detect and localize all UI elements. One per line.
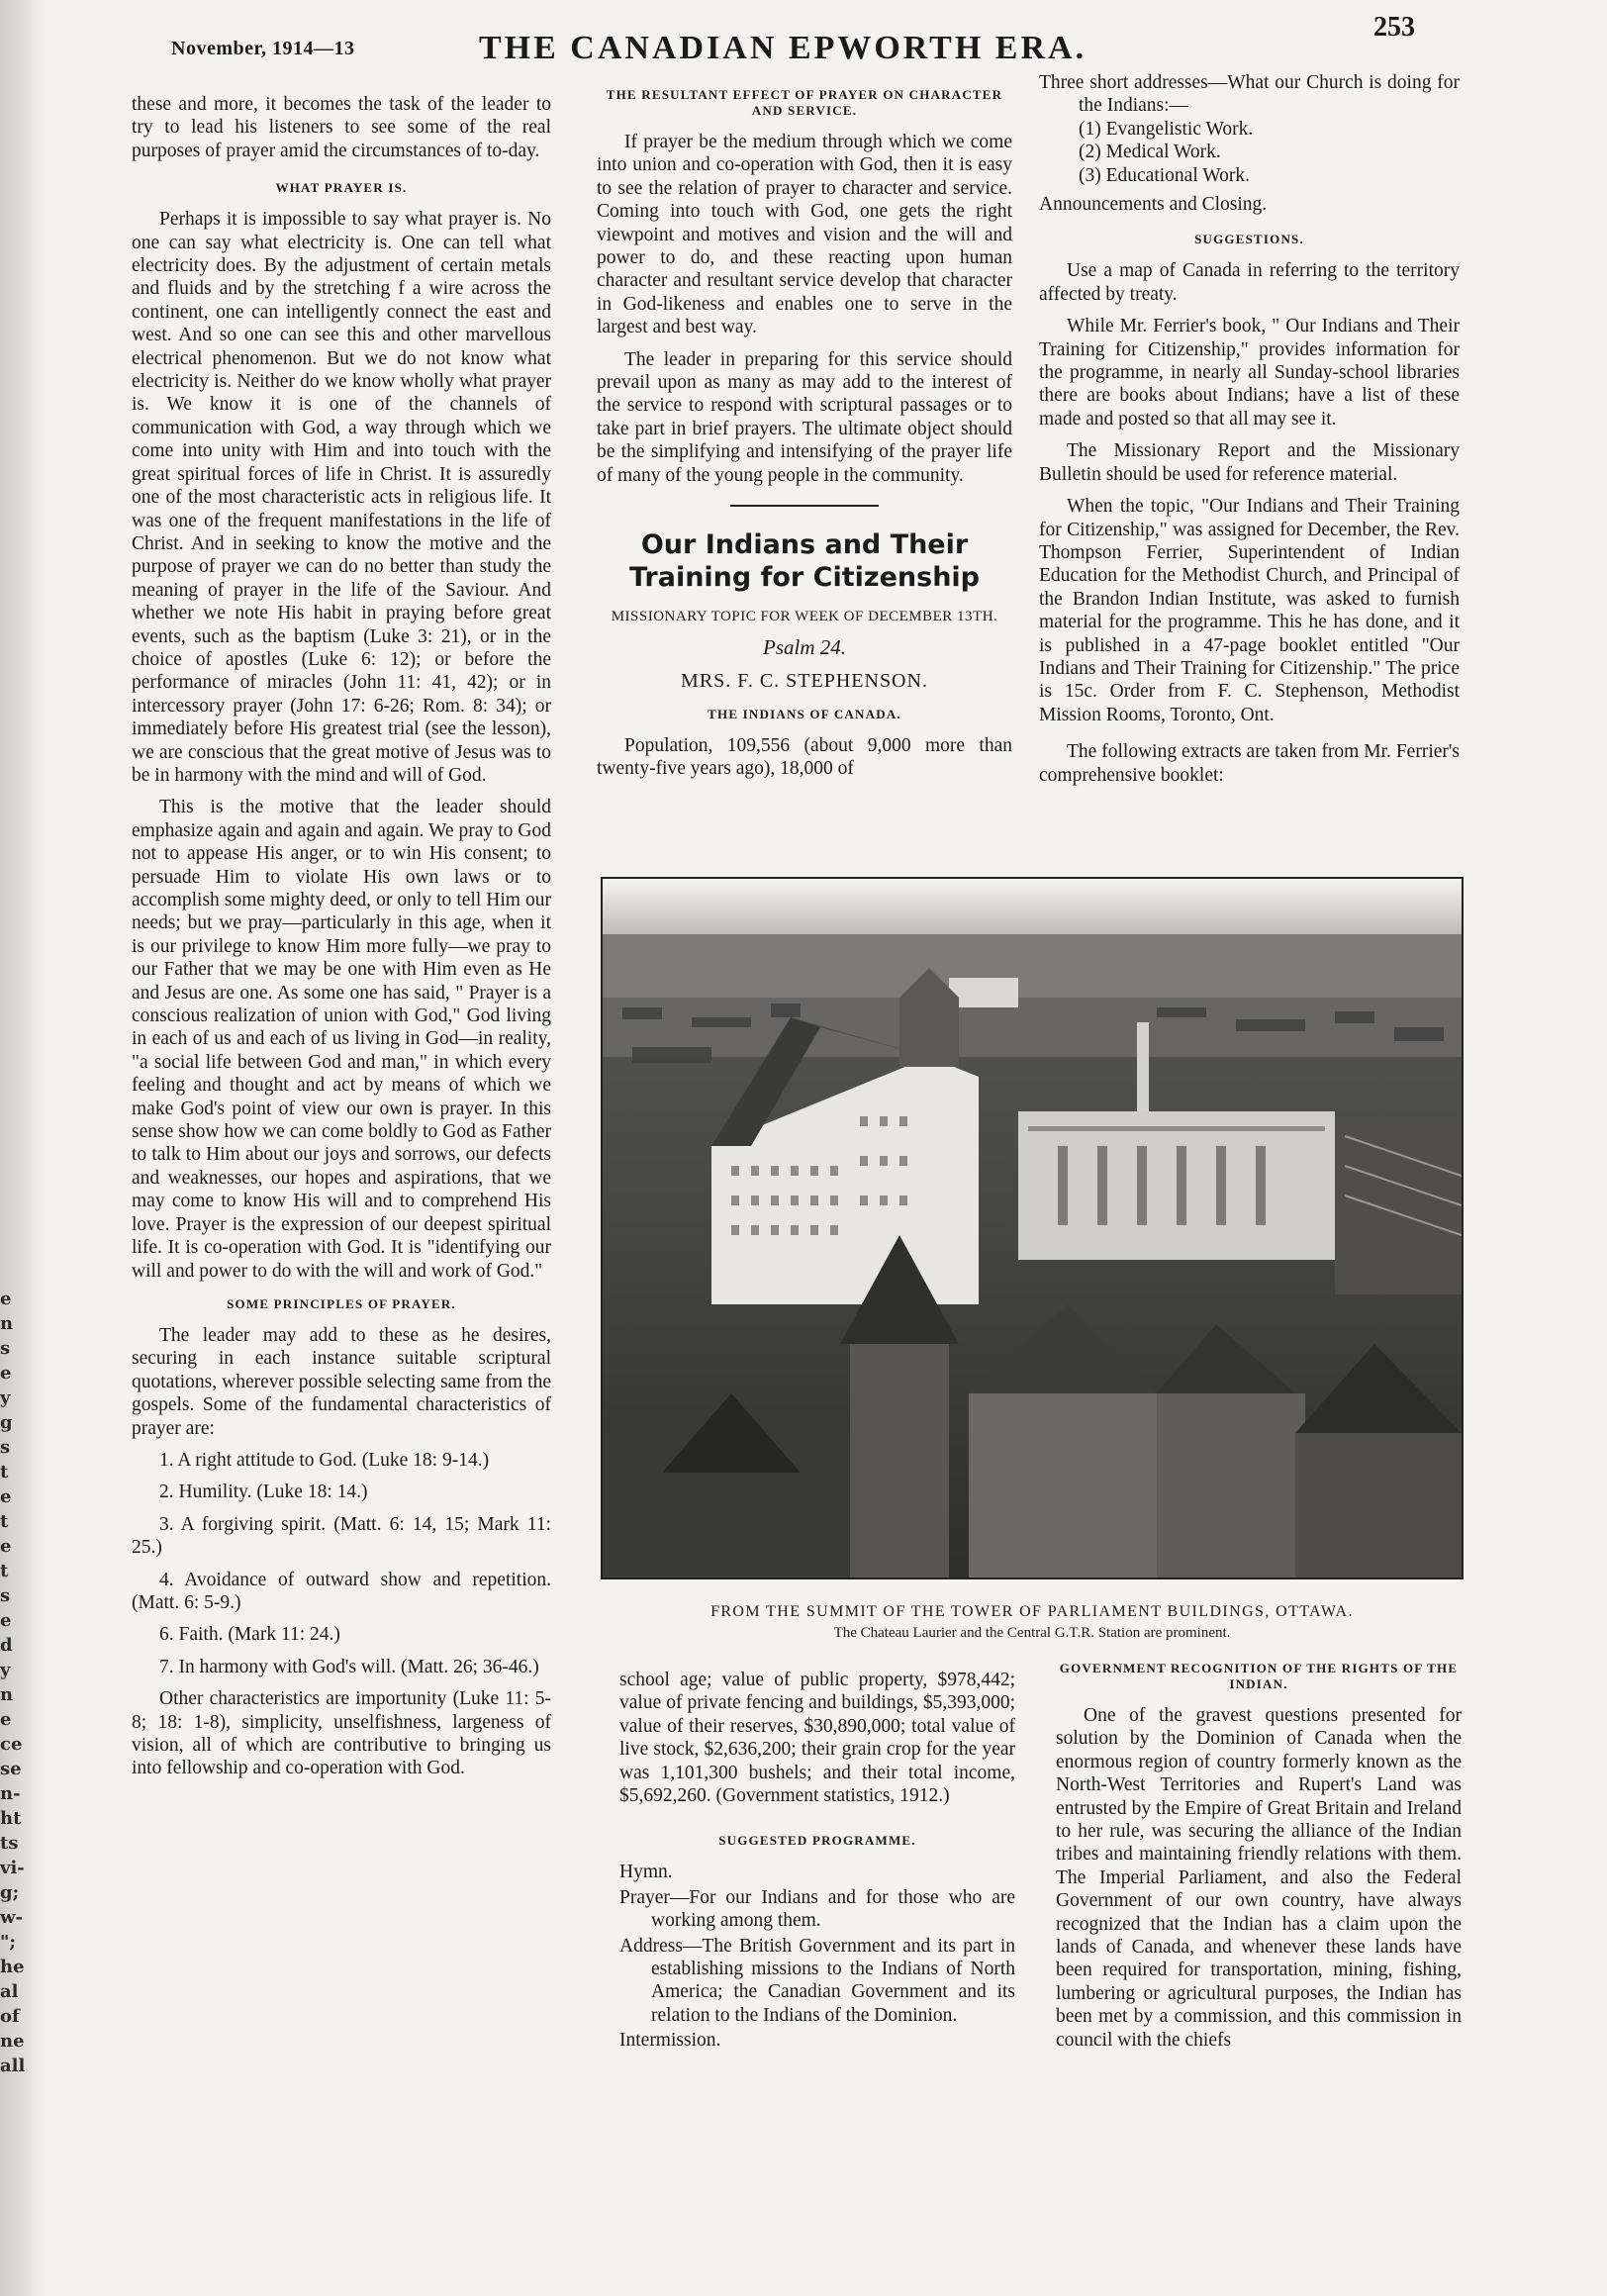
photograph-ottawa xyxy=(601,877,1464,1579)
principle-item: 2. Humility. (Luke 18: 14.) xyxy=(159,1482,368,1503)
article-psalm: Psalm 24. xyxy=(763,635,846,660)
article-title: Our Indians and Their Training for Citizenship xyxy=(628,529,981,594)
gutter-fragment: of xyxy=(0,2006,20,2027)
gutter-fragment: n xyxy=(0,1684,14,1705)
paragraph: Announcements and Closing. xyxy=(1039,194,1268,216)
gutter-fragment: ts xyxy=(0,1833,19,1854)
programme-item: Intermission. xyxy=(619,2030,721,2052)
adjacent-page-fragments xyxy=(0,1287,26,2078)
address-item: (3) Educational Work. xyxy=(1079,164,1250,186)
gutter-fragment: g xyxy=(0,1412,13,1433)
paragraph: One of the gravest questions presented for solution by the Dominion of Canada when the enormous region of country formerly known as the North-West Territories and Rupert's Land was entrusted by the Empire of Great Britain and Ireland to her rule, was securing the alliance of the Indian tribes and maintaining friendly relations with them. The Imperial Parliament, and also the Federal Government of our own country, have always recognized that the Indian has a claim upon the lands of Canada, and whenever these lands have been required for transportation, mining, fishing, lumbering or agricultural purposes, the Indian has been met by a commission, and this commission in council with the chiefs xyxy=(1056,1705,1462,2051)
principle-item: 3. A forgiving spirit. (Matt. 6: 14, 15; Mark 11: 25.) xyxy=(132,1513,551,1559)
paragraph: Perhaps it is impossible to say what prayer is. No one can say what electricity is. One can tell what electricity does. By the adjustment of certain metals and fluids and by the stretching f a wire across the continent, one can intelligently connect the east and west. And so one can see this and other marvellous electrical phenomenon. But we do not know what electricity is. Neither do we know wholly what prayer is. We know it is one of the channels of communication with God, a way through which we come into unity with Him and into touch with the great spiritual forces of life in Christ. It is assuredly one of the most characteristic acts in religious life. It was one of the frequent manifestations in the life of Christ. And in seeking to know the motive and the purpose of prayer we can do no better than study the meaning of prayer in the life of the Saviour. And whether we note His habit in praying before great events, such as the baptism (Luke 3: 21), or in the choice of apostles (Luke 6: 12); or before the performance of miracles (John 11: 41, 42); or in intercessory prayer (John 17: 6-26; Rom. 8: 34); or immediately before His greatest trial (see the lesson), we are conscious that the great motive of Jesus was to be in harmony with the mind and will of God. xyxy=(132,209,551,786)
paragraph: If prayer be the medium through which we come into union and co-operation with God, then it is easy to see the relation of prayer to character and service. Coming into touch with God, one gets the right viewpoint and motives and vision and the will and power to do, and these reacting upon human character and resultant service develop that character in God-likeness and enables one to serve in the largest and best way. xyxy=(597,132,1012,338)
section-heading: GOVERNMENT RECOGNITION OF THE RIGHTS OF THE INDIAN. xyxy=(1059,1661,1459,1691)
gutter-fragment: e xyxy=(0,1709,12,1730)
section-heading: WHAT PRAYER IS. xyxy=(275,180,408,196)
article-topic: MISSIONARY TOPIC FOR WEEK OF DECEMBER 13TH. xyxy=(611,609,998,625)
principle-item: 1. A right attitude to God. (Luke 18: 9-14.) xyxy=(159,1449,490,1471)
programme-list xyxy=(619,1861,1015,2052)
programme-item: Prayer—For our Indians and for those who are working among them. xyxy=(619,1886,1015,1932)
column-3 xyxy=(1039,71,1460,796)
programme-item: Address—The British Government and its part in establishing missions to the Indians of North America; the Canadian Government and its relation to the Indians of the Dominion. xyxy=(619,1935,1015,2026)
article-author: MRS. F. C. STEPHENSON. xyxy=(681,669,928,692)
gutter-fragment: n- xyxy=(0,1783,21,1804)
gutter-fragment: d xyxy=(0,1635,13,1656)
principle-item: 7. In harmony with God's will. (Matt. 26; 36-46.) xyxy=(159,1656,539,1677)
gutter-fragment: vi- xyxy=(0,1858,25,1878)
gutter-fragment: he xyxy=(0,1957,25,1977)
page-number: 253 xyxy=(1373,12,1415,43)
gutter-fragment: e xyxy=(0,1289,12,1309)
gutter-fragment: w- xyxy=(0,1907,23,1928)
section-heading: THE INDIANS OF CANADA. xyxy=(708,706,901,721)
gutter-fragment: all xyxy=(0,2056,26,2076)
column-3-continued xyxy=(1056,1661,1462,2060)
gutter-fragment: se xyxy=(0,1759,22,1779)
gutter-fragment: al xyxy=(0,1981,19,2002)
gutter-fragment: ce xyxy=(0,1734,23,1755)
paragraph: Three short addresses—What our Church is doing for the Indians:— xyxy=(1039,72,1460,117)
divider xyxy=(730,505,879,507)
caption-line: FROM THE SUMMIT OF THE TOWER OF PARLIAMENT BUILDINGS, OTTAWA. xyxy=(710,1603,1354,1620)
section-heading: SUGGESTED PROGRAMME. xyxy=(718,1833,916,1849)
gutter-fragment: g; xyxy=(0,1882,20,1903)
column-1 xyxy=(132,93,551,1789)
section-heading: SOME PRINCIPLES OF PRAYER. xyxy=(227,1295,456,1311)
gutter-fragment: y xyxy=(0,1387,11,1408)
principle-item: 4. Avoidance of outward show and repetition. (Matt. 6: 5-9.) xyxy=(132,1569,551,1613)
gutter-fragment: t xyxy=(0,1561,9,1581)
gutter-fragment: e xyxy=(0,1486,12,1507)
paragraph: school age; value of public property, $978,442; value of private fencing and buildings, $5,393,000; value of their reserves, $30,890,000; total value of live stock, $2,636,200; their grain crop for the year was 1,101,300 bushels; and their total income, $5,692,260. (Government statistics, 1912.) xyxy=(619,1670,1015,1807)
gutter-fragment: e xyxy=(0,1363,12,1384)
paragraph: The leader in preparing for this service should prevail upon as many as may add to the interest of the service to respond with scriptural passages or to take part in brief prayers. The ultimate object should be the simplifying and intensifying of the prayer life of many of the young people in the community. xyxy=(597,348,1012,486)
column-2-continued xyxy=(619,1669,1015,2055)
gutter-fragment: ne xyxy=(0,2031,25,2052)
gutter-fragment: s xyxy=(0,1585,11,1606)
paragraph: This is the motive that the leader should emphasize again and again and again. We pray to God not to appease His anger, or to win His consent; to persuade Him to violate His own laws or to accomplish some mighty deed, or only to tell Him our needs; but we pray—particularly in this age, when it is our privilege to know Him more fully—we pray to our Father that we may be one with Him even as He and Jesus are one. As some one has said, " Prayer is a conscious realization of union with God," God living in each of us and each of us living in God—in reality, "a social life between God and man," in which every feeling and thought and act by means of which we make God's point of view our own is prayer. In this sense show how we can come boldly to God as Father to talk to Him about our joys and sorrows, our defects and weaknesses, our hopes and aspirations, that we may come to know His will and to comprehend His love. Prayer is the expression of our deepest spiritual life. It is co-operation with God. It is "identifying our will and power to do with the will and work of God." xyxy=(132,797,551,1282)
gutter-fragment: t xyxy=(0,1462,9,1483)
addresses-list xyxy=(1039,118,1460,187)
address-item: (2) Medical Work. xyxy=(1079,142,1221,163)
caption-subline: The Chateau Laurier and the Central G.T.R. Station are prominent. xyxy=(833,1625,1231,1641)
address-item: (1) Evangelistic Work. xyxy=(1079,118,1254,140)
paragraph: While Mr. Ferrier's book, " Our Indians and Their Training for Citizenship," provides information for the programme, in nearly all Sunday-school libraries there are books about Indians; have a list of these made and posted so that all may see it. xyxy=(1039,316,1460,430)
intro-paragraph: these and more, it becomes the task of the leader to try to lead his listeners to see some of the real purposes of prayer amid the circumstances of to-day. xyxy=(132,94,551,161)
paragraph: Other characteristics are importunity (Luke 11: 5-8; 18: 1-8), simplicity, unselfishness, largeness of vision, all of which are contributive to bringing us into fellowship and co-operation with God. xyxy=(132,1688,551,1779)
paragraph: Population, 109,556 (about 9,000 more than twenty-five years ago), 18,000 of xyxy=(597,734,1012,780)
photo-caption xyxy=(601,1603,1464,1642)
paragraph: When the topic, "Our Indians and Their Training for Citizenship," was assigned for December, the Rev. Thompson Ferrier, Superintendent of Indian Education for the Methodist Church, and Principal of the Brandon Indian Institute, was asked to furnish material for the programme. This he has done, and it is published in a 47-page booklet entitled "Our Indians and Their Training for Citizenship." The price is 15c. Order from F. C. Stephenson, Methodist Mission Rooms, Toronto, Ont. xyxy=(1039,496,1460,725)
programme-item: Hymn. xyxy=(619,1862,673,1883)
gutter-fragment: e xyxy=(0,1610,12,1631)
column-2 xyxy=(597,87,1012,790)
principle-item: 6. Faith. (Mark 11: 24.) xyxy=(159,1624,340,1646)
section-heading: SUGGESTIONS. xyxy=(1194,232,1304,247)
gutter-fragment: s xyxy=(0,1437,11,1458)
paragraph: Use a map of Canada in referring to the territory affected by treaty. xyxy=(1039,260,1460,305)
gutter-fragment: t xyxy=(0,1511,9,1532)
journal-title: THE CANADIAN EPWORTH ERA. xyxy=(479,30,1087,66)
gutter-fragment: n xyxy=(0,1313,14,1334)
gutter-fragment: y xyxy=(0,1660,11,1680)
paragraph: The Missionary Report and the Missionary Bulletin should be used for reference material. xyxy=(1039,440,1460,485)
gutter-fragment: ht xyxy=(0,1808,22,1829)
issue-date: November, 1914—13 xyxy=(171,38,355,59)
gutter-fragment: s xyxy=(0,1338,11,1359)
gutter-fragment: "; xyxy=(0,1932,17,1953)
principles-list xyxy=(132,1449,551,1678)
paragraph: The following extracts are taken from Mr. Ferrier's comprehensive booklet: xyxy=(1039,741,1460,786)
paragraph: The leader may add to these as he desires, securing in each instance suitable scriptural quotations, wherever possible selecting same from the gospels. Some of the fundamental characteristics of prayer are: xyxy=(132,1324,551,1439)
gutter-fragment: e xyxy=(0,1536,12,1557)
section-heading: THE RESULTANT EFFECT OF PRAYER ON CHARACTER AND SERVICE. xyxy=(606,87,1003,118)
